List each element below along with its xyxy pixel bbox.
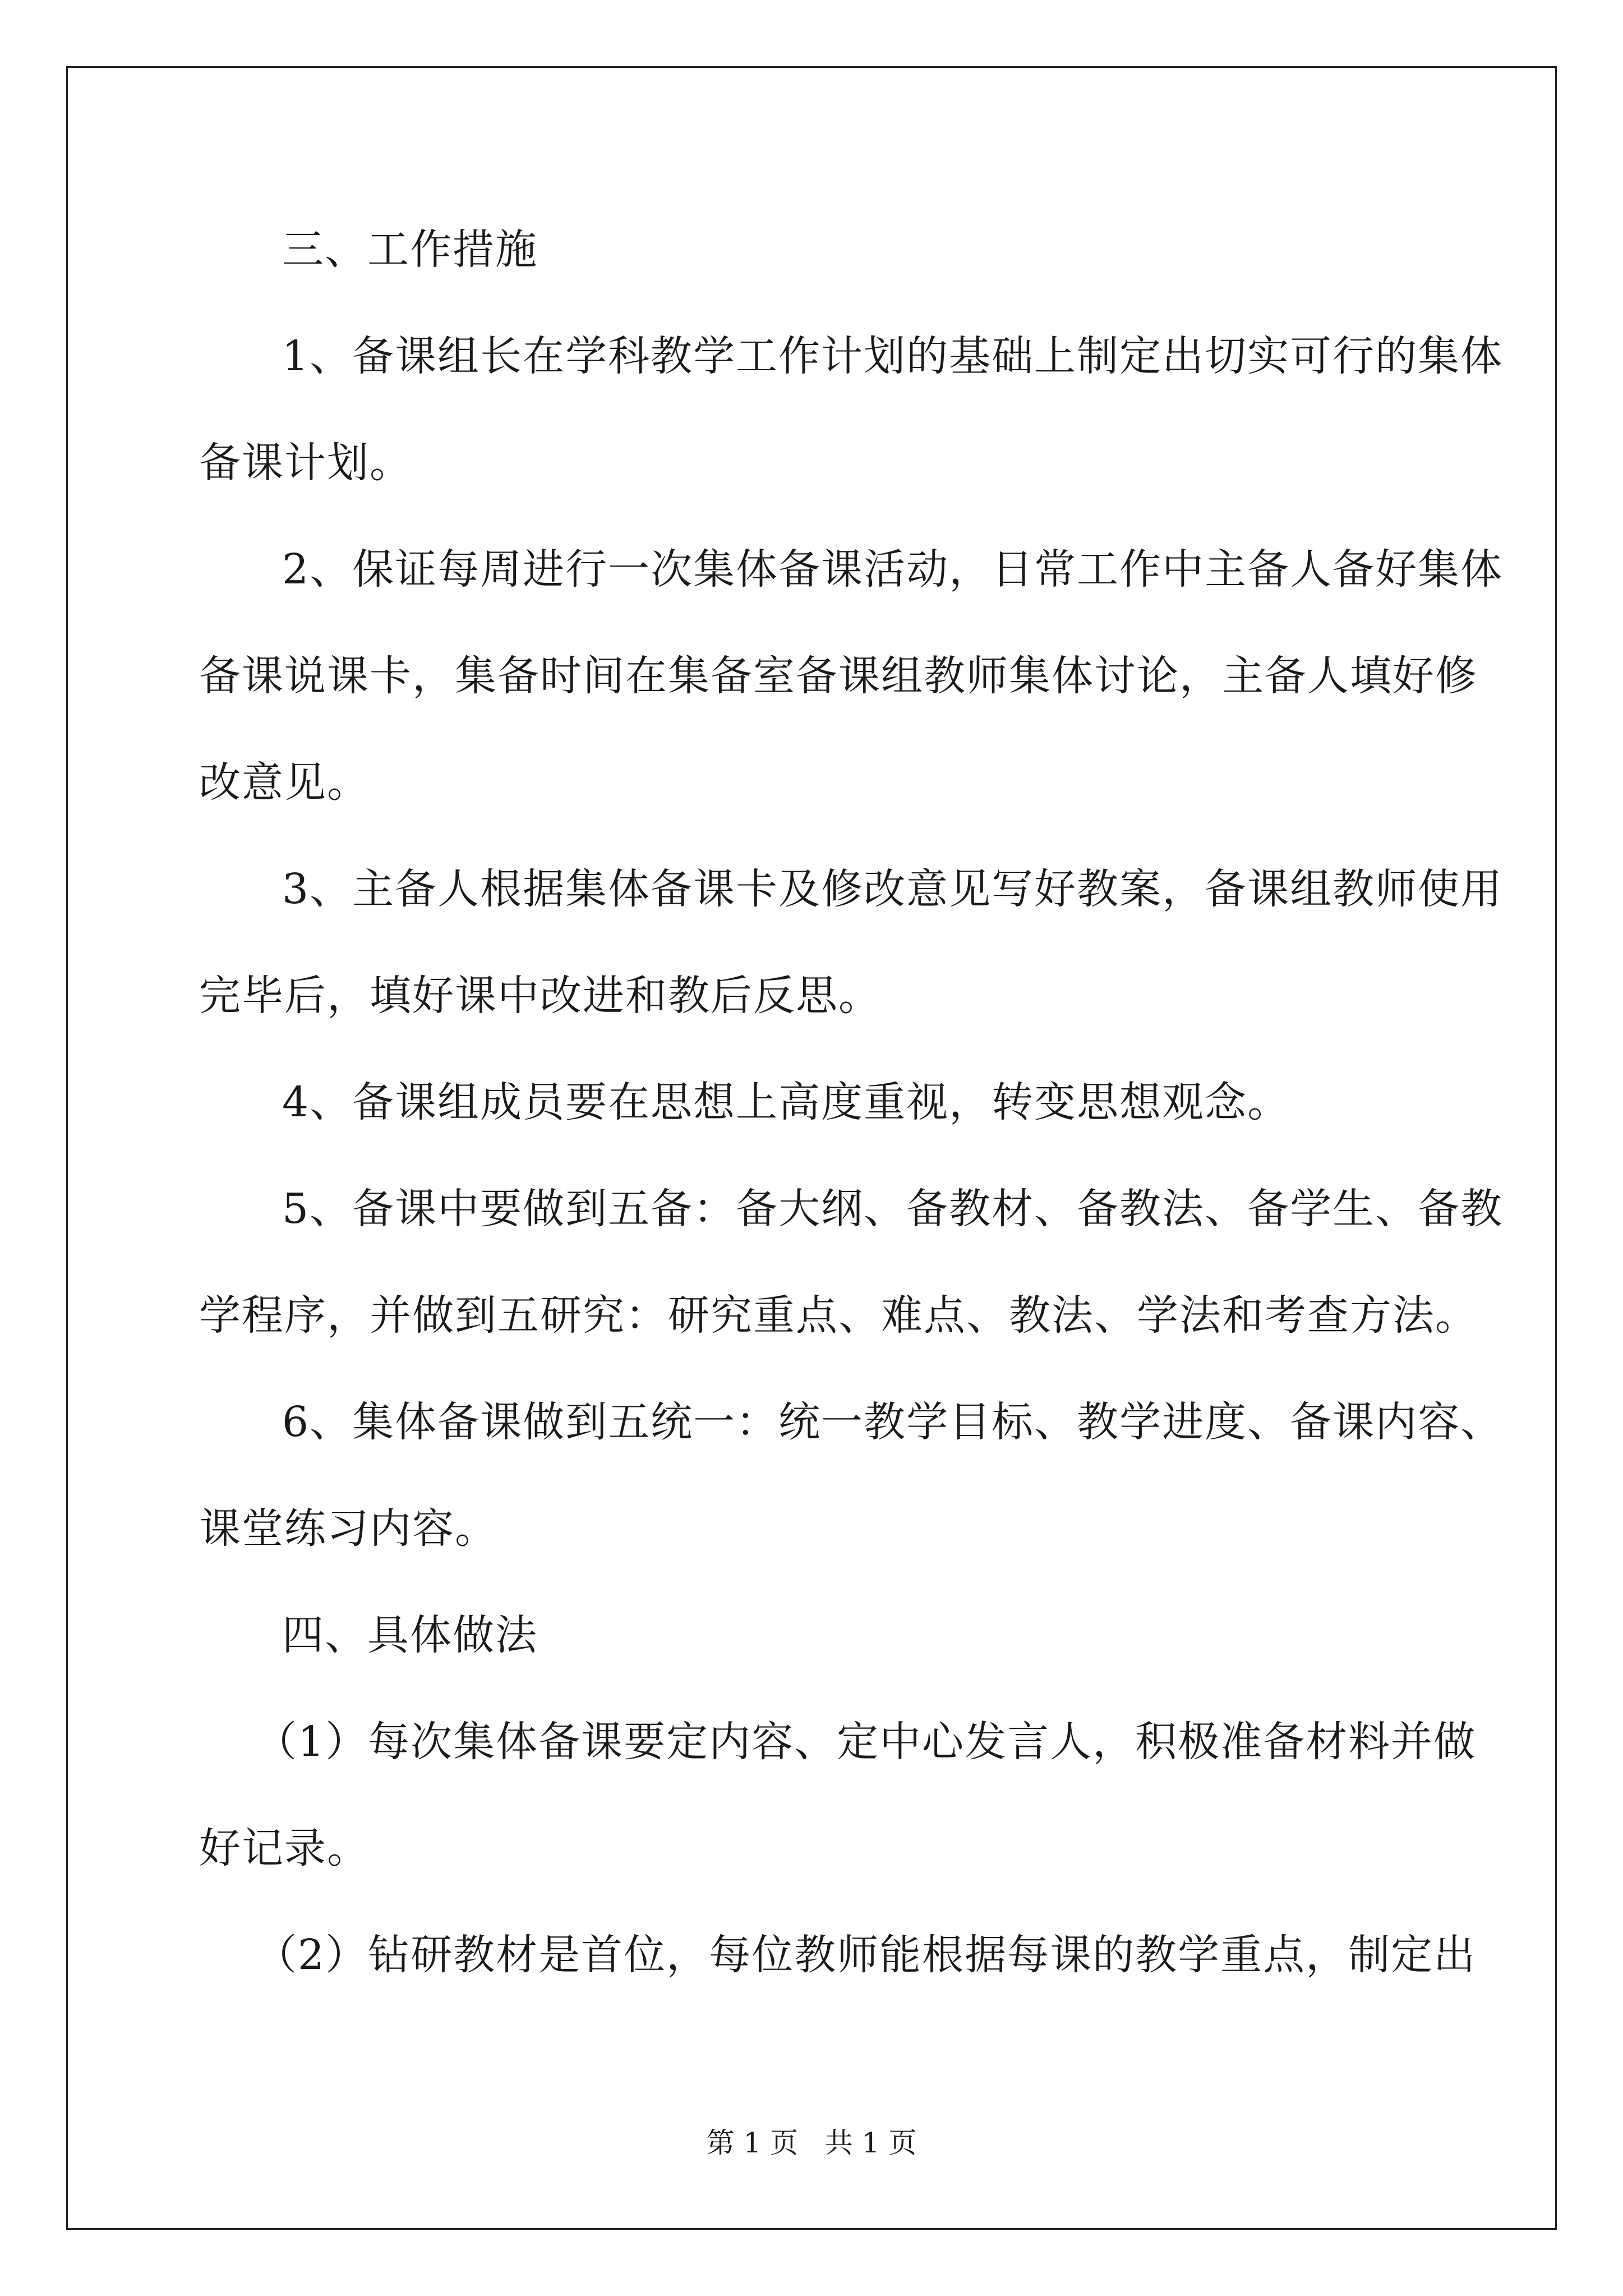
document-body — [199, 0, 1504, 2296]
paragraph-line: 2、保证每周进行一次集体备课活动，日常工作中主备人备好集体 — [282, 545, 1504, 593]
paragraph-line: 1、备课组长在学科教学工作计划的基础上制定出切实可行的集体 — [282, 332, 1504, 380]
paragraph-line: （1）每次集体备课要定内容、定中心发言人，积极准备材料并做 — [255, 1718, 1477, 1766]
paragraph-line: （2）钻研教材是首位，每位教师能根据每课的教学重点，制定出 — [255, 1931, 1477, 1979]
section-heading-methods: 四、具体做法 — [282, 1611, 538, 1659]
paragraph-line: 备课计划。 — [199, 439, 412, 487]
paragraph-line: 好记录。 — [199, 1824, 370, 1872]
paragraph-line: 改意见。 — [199, 758, 370, 807]
paragraph-line: 6、集体备课做到五统一：统一教学目标、教学进度、备课内容、 — [282, 1398, 1504, 1446]
paragraph-line: 备课说课卡，集备时间在集备室备课组教师集体讨论，主备人填好修 — [199, 652, 1478, 700]
paragraph-line: 学程序，并做到五研究：研究重点、难点、教法、学法和考查方法。 — [199, 1291, 1478, 1340]
paragraph-line: 课堂练习内容。 — [199, 1504, 497, 1553]
paragraph-line: 5、备课中要做到五备：备大纲、备教材、备教法、备学生、备教 — [282, 1185, 1504, 1233]
section-heading-measures: 三、工作措施 — [282, 226, 538, 274]
page-number-footer: 第 1 页 共 1 页 — [706, 2127, 917, 2159]
paragraph-line: 完毕后，填好课中改进和教后反思。 — [199, 972, 881, 1020]
paragraph-line: 4、备课组成员要在思想上高度重视，转变思想观念。 — [282, 1078, 1290, 1126]
paragraph-line: 3、主备人根据集体备课卡及修改意见写好教案，备课组教师使用 — [282, 865, 1504, 913]
